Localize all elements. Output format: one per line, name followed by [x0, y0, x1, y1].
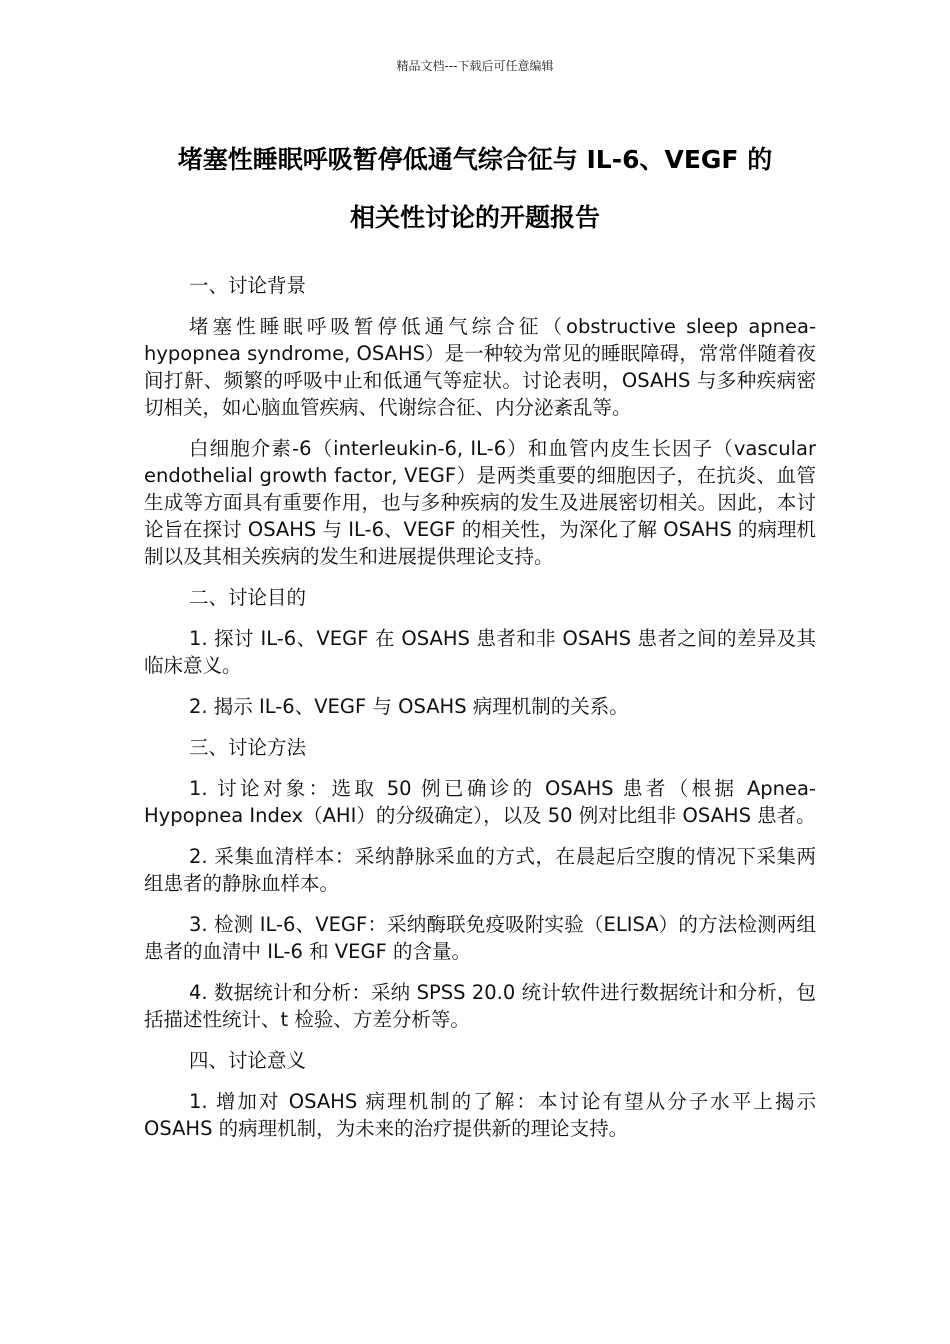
paragraph-osahs-intro: 堵塞性睡眠呼吸暂停低通气综合征（obstructive sleep apnea-hypopnea syndrome, OSAHS）是一种较为常见的睡眠障碍，常常伴随着夜间打鼾、频繁的呼吸中止和低通气等症状。讨论表明，OSAHS 与多种疾病密切相关，如心脑血管疾病、代谢综合征、内分泌紊乱等。	[144, 315, 816, 419]
section-heading-methods: 三、讨论方法	[189, 736, 307, 759]
methods-item-1: 1. 讨论对象：选取 50 例已确诊的 OSAHS 患者（根据 Apnea-Hypopnea Index（AHI）的分级确定），以及 50 例对比组非 OSAHS 患者。	[144, 777, 816, 827]
methods-item-4: 4. 数据统计和分析：采纳 SPSS 20.0 统计软件进行数据统计和分析，包括描述性统计、t 检验、方差分析等。	[144, 981, 816, 1031]
purpose-item-1: 1. 探讨 IL-6、VEGF 在 OSAHS 患者和非 OSAHS 患者之间的差异及其临床意义。	[144, 627, 816, 677]
header-note: 精品文档---下载后可任意编辑	[396, 59, 554, 73]
significance-item-1: 1. 增加对 OSAHS 病理机制的了解：本讨论有望从分子水平上揭示 OSAHS 的病理机制，为未来的治疗提供新的理论支持。	[144, 1090, 816, 1140]
document-title-line-2: 相关性讨论的开题报告	[349, 203, 600, 232]
document-title-line-1: 堵塞性睡眠呼吸暂停低通气综合征与 IL-6、VEGF 的	[177, 145, 773, 174]
purpose-item-2: 2. 揭示 IL-6、VEGF 与 OSAHS 病理机制的关系。	[189, 695, 629, 718]
section-heading-significance: 四、讨论意义	[189, 1049, 307, 1072]
section-heading-purpose: 二、讨论目的	[189, 586, 307, 609]
methods-item-3: 3. 检测 IL-6、VEGF：采纳酶联免疫吸附实验（ELISA）的方法检测两组患者的血清中 IL-6 和 VEGF 的含量。	[144, 913, 816, 963]
section-heading-background: 一、讨论背景	[189, 274, 307, 297]
paragraph-cytokines: 白细胞介素-6（interleukin-6, IL-6）和血管内皮生长因子（vascular endothelial growth factor, VEGF）是两类重要的细胞因子，在抗炎、血管生成等方面具有重要作用，也与多种疾病的发生及进展密切相关。因此，本讨论旨在探讨 OSAHS 与 IL-6、VEGF 的相关性，为深化了解 OSAHS 的病理机制以及其相关疾病的发生和进展提供理论支持。	[144, 437, 816, 568]
document-body	[144, 272, 816, 1156]
methods-item-2: 2. 采集血清样本：采纳静脉采血的方式，在晨起后空腹的情况下采集两组患者的静脉血样本。	[144, 845, 816, 895]
